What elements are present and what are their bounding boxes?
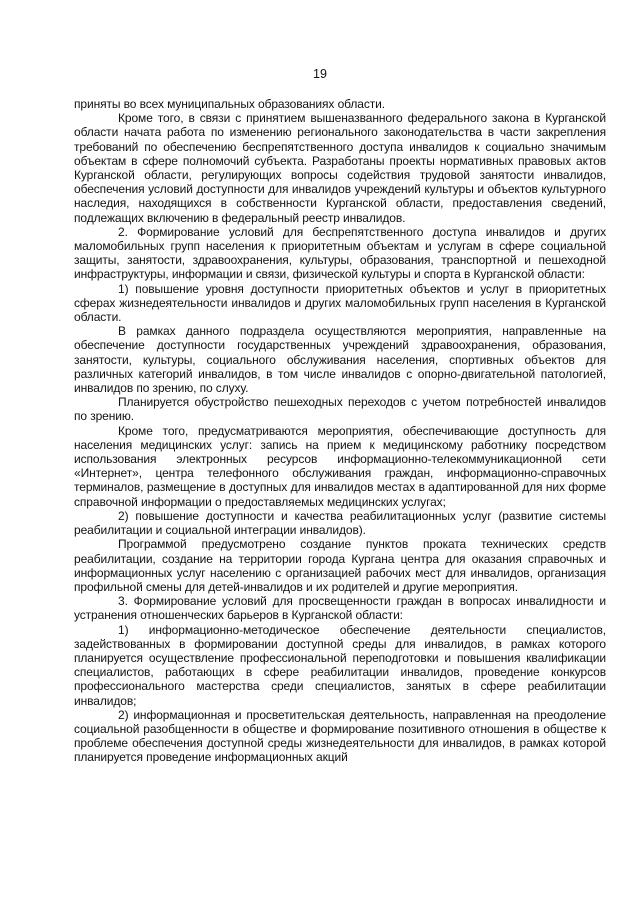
paragraph: Программой предусмотрено создание пунктов проката технических средств реабилитации, создание на территории города Кургана центра для оказания справочных и информационных услуг населению с организацией рабочих мест для инвалидов, организация профильной смены для детей-инвалидов и их родителей и другие мероприятия. bbox=[74, 537, 606, 594]
section-heading-paragraph: 3. Формирование условий для просвещенности граждан в вопросах инвалидности и устранения отношенческих барьеров в Курганской области: bbox=[74, 594, 606, 623]
paragraph: Планируется обустройство пешеходных переходов с учетом потребностей инвалидов по зрению. bbox=[74, 395, 606, 424]
page-number: 19 bbox=[313, 67, 327, 81]
paragraph-continuation: приняты во всех муниципальных образованиях области. bbox=[74, 97, 385, 111]
list-item-paragraph: 2) информационная и просветительская деятельность, направленная на преодоление социальной разобщенности в обществе и формирование позитивного отношения в обществе к проблеме обеспечения доступной среды жизнедеятельности для инвалидов, в рамках которой планируется проведение информационных акций bbox=[74, 707, 606, 765]
paragraph: В рамках данного подраздела осуществляются мероприятия, направленные на обеспечение доступности государственных учреждений здравоохранения, образования, занятости, культуры, социального обслуживания населения, спортивных объектов для различных категорий инвалидов, в том числе инвалидов с опорно-двигательной патологией, инвалидов по зрению, по слуху. bbox=[74, 324, 606, 396]
list-item-paragraph: 1) информационно-методическое обеспечение деятельности специалистов, задействованных в формировании доступной среды для инвалидов, в рамках которого планируется осуществление профессиональной переподготовки и повышения квалификации специалистов, работающих в сфере реабилитации инвалидов, проведение конкурсов профессионального мастерства среди специалистов, занятых в сфере реабилитации инвалидов; bbox=[74, 622, 606, 708]
paragraph: Кроме того, предусматриваются мероприятия, обеспечивающие доступность для населения медицинских услуг: запись на прием к медицинскому работнику посредством использования электронных ресурсов информационно-телекоммуникационной сети «Интернет», центра телефонного обслуживания граждан, информационно-справочных терминалов, размещение в доступных для инвалидов местах в адаптированной для них форме справочной информации о предоставляемых медицинских услугах; bbox=[74, 423, 606, 509]
document-body bbox=[74, 97, 606, 765]
list-item-paragraph: 1) повышение уровня доступности приоритетных объектов и услуг в приоритетных сферах жизнедеятельности инвалидов и других маломобильных групп населения в Курганской области. bbox=[74, 281, 606, 325]
paragraph: Кроме того, в связи с принятием вышеназванного федерального закона в Курганской области начата работа по изменению регионального законодательства в части закрепления требований по обеспечению беспрепятственного доступа инвалидов к социально значимым объектам в сфере полномочий субъекта. Разработаны проекты нормативных правовых актов Курганской области, регулирующих вопросы содействия трудовой занятости инвалидов, обеспечения условий доступности для инвалидов учреждений культуры и объектов культурного наследия, находящихся в собственности Курганской области, предоставления сведений, подлежащих включению в федеральный реестр инвалидов. bbox=[74, 111, 606, 225]
list-item-paragraph: 2) повышение доступности и качества реабилитационных услуг (развитие системы реабилитации и социальной интеграции инвалидов). bbox=[74, 508, 606, 538]
section-heading-paragraph: 2. Формирование условий для беспрепятственного доступа инвалидов и других маломобильных групп населения к приоритетным объектам и услугам в сфере социальной защиты, занятости, здравоохранения, культуры, образования, транспортной и пешеходной инфраструктуры, информации и связи, физической культуры и спорта в Курганской области: bbox=[74, 224, 606, 282]
